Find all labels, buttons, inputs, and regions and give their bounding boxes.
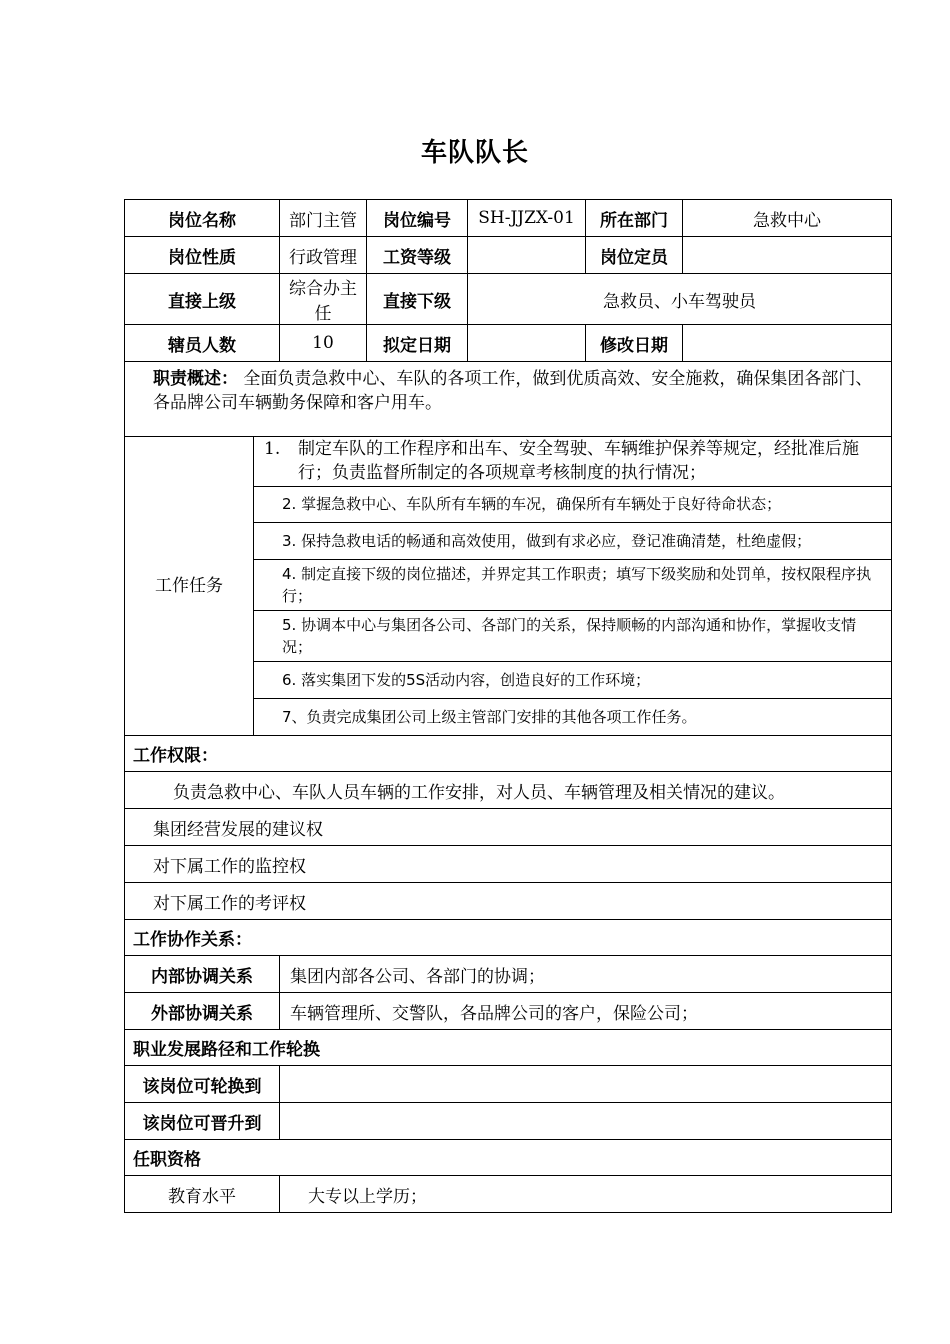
tasks-label-text: 工作任务 — [155, 576, 223, 596]
value-staff-count: 10 — [280, 325, 367, 362]
authority-row-4 — [125, 883, 892, 920]
summary-row — [125, 362, 892, 437]
summary-text: 全面负责急救中心、车队的各项工作，做到优质高效、安全施救，确保集团各部门、各品牌公司车辆勤务保障和客户用车。 — [153, 369, 873, 413]
value-headcount — [683, 237, 892, 274]
task-1-line-2: 行；负责监督所制定的各项规章考核制度的执行情况； — [298, 463, 706, 484]
promotion-row — [125, 1103, 892, 1140]
value-position-type: 行政管理 — [280, 237, 367, 274]
qualification-header-row — [125, 1140, 892, 1176]
basic-row-3 — [125, 274, 892, 325]
rotation-label: 该岗位可轮换到 — [125, 1066, 280, 1103]
label-salary-grade: 工资等级 — [367, 237, 468, 274]
rotation-value — [280, 1066, 892, 1103]
label-position-code: 岗位编号 — [367, 200, 468, 237]
task-item-1 — [254, 437, 891, 486]
task-4-text: 4. 制定直接下级的岗位描述，并界定其工作职责；填写下级奖励和处罚单，按权限程序执行； — [254, 559, 891, 610]
task-1-line-1: 制定车队的工作程序和出车、安全驾驶、车辆维护保养等规定，经批准后施 — [298, 439, 859, 460]
task-item-7 — [254, 698, 891, 735]
duty-summary — [125, 362, 892, 437]
task-6-text: 6. 落实集团下发的5S活动内容，创造良好的工作环境； — [254, 661, 891, 698]
promotion-value — [280, 1103, 892, 1140]
authority-row-3 — [125, 846, 892, 883]
label-position-type: 岗位性质 — [125, 237, 280, 274]
summary-label: 职责概述： — [153, 369, 238, 389]
cooperation-label: 工作协作关系： — [125, 920, 892, 956]
task-2-text: 2. 掌握急救中心、车队所有车辆的车况，确保所有车辆处于良好待命状态； — [254, 486, 891, 522]
career-label: 职业发展路径和工作轮换 — [125, 1030, 892, 1066]
tasks-row — [125, 437, 892, 736]
label-draft-date: 拟定日期 — [367, 325, 468, 362]
qualification-label: 任职资格 — [125, 1140, 892, 1176]
education-value: 大专以上学历； — [280, 1176, 892, 1213]
tasks-cell — [254, 437, 892, 736]
task-list — [254, 437, 891, 735]
label-revise-date: 修改日期 — [586, 325, 683, 362]
authority-header-row — [125, 736, 892, 772]
basic-row-2 — [125, 237, 892, 274]
authority-item-2: 集团经营发展的建议权 — [125, 809, 892, 846]
task-5-text: 5. 协调本中心与集团各公司、各部门的关系，保持顺畅的内部沟通和协作，掌握收支情况； — [254, 610, 891, 661]
education-row — [125, 1176, 892, 1213]
label-staff-count: 辖员人数 — [125, 325, 280, 362]
task-item-3 — [254, 522, 891, 559]
value-direct-subordinate: 急救员、小车驾驶员 — [468, 274, 892, 325]
task-item-5 — [254, 610, 891, 661]
label-direct-superior: 直接上级 — [125, 274, 280, 325]
value-position-name: 部门主管 — [280, 200, 367, 237]
authority-item-1: 负责急救中心、车队人员车辆的工作安排，对人员、车辆管理及相关情况的建议。 — [125, 772, 892, 809]
task-1-number: 1. — [264, 439, 281, 460]
label-direct-subordinate: 直接下级 — [367, 274, 468, 325]
external-cooperation-value: 车辆管理所、交警队，各品牌公司的客户，保险公司； — [280, 993, 892, 1030]
internal-cooperation-value: 集团内部各公司、各部门的协调； — [280, 956, 892, 993]
basic-row-4 — [125, 325, 892, 362]
task-item-4 — [254, 559, 891, 610]
education-label: 教育水平 — [125, 1176, 280, 1213]
task-item-2 — [254, 486, 891, 522]
internal-cooperation-row — [125, 956, 892, 993]
internal-cooperation-label: 内部协调关系 — [125, 956, 280, 993]
task-item-6 — [254, 661, 891, 698]
authority-item-4: 对下属工作的考评权 — [125, 883, 892, 920]
basic-row-1 — [125, 200, 892, 237]
promotion-label: 该岗位可晋升到 — [125, 1103, 280, 1140]
authority-row-1 — [125, 772, 892, 809]
value-position-code: SH-JJZX-01 — [468, 200, 586, 237]
task-1-text — [254, 437, 891, 486]
value-salary-grade — [468, 237, 586, 274]
external-cooperation-label: 外部协调关系 — [125, 993, 280, 1030]
authority-item-3: 对下属工作的监控权 — [125, 846, 892, 883]
career-header-row — [125, 1030, 892, 1066]
cooperation-header-row — [125, 920, 892, 956]
value-department: 急救中心 — [683, 200, 892, 237]
task-7-text: 7、负责完成集团公司上级主管部门安排的其他各项工作任务。 — [282, 707, 697, 726]
job-description-table — [124, 199, 892, 1213]
value-draft-date — [468, 325, 586, 362]
authority-label: 工作权限： — [125, 736, 892, 772]
page-title: 车队队长 — [420, 138, 529, 168]
label-headcount: 岗位定员 — [586, 237, 683, 274]
tasks-label — [125, 437, 254, 736]
task-3-text: 3. 保持急救电话的畅通和高效使用，做到有求必应，登记准确清楚，杜绝虚假； — [254, 522, 891, 559]
rotation-row — [125, 1066, 892, 1103]
value-direct-superior: 综合办主任 — [280, 274, 367, 325]
value-revise-date — [683, 325, 892, 362]
label-department: 所在部门 — [586, 200, 683, 237]
label-position-name: 岗位名称 — [125, 200, 280, 237]
external-cooperation-row — [125, 993, 892, 1030]
authority-row-2 — [125, 809, 892, 846]
